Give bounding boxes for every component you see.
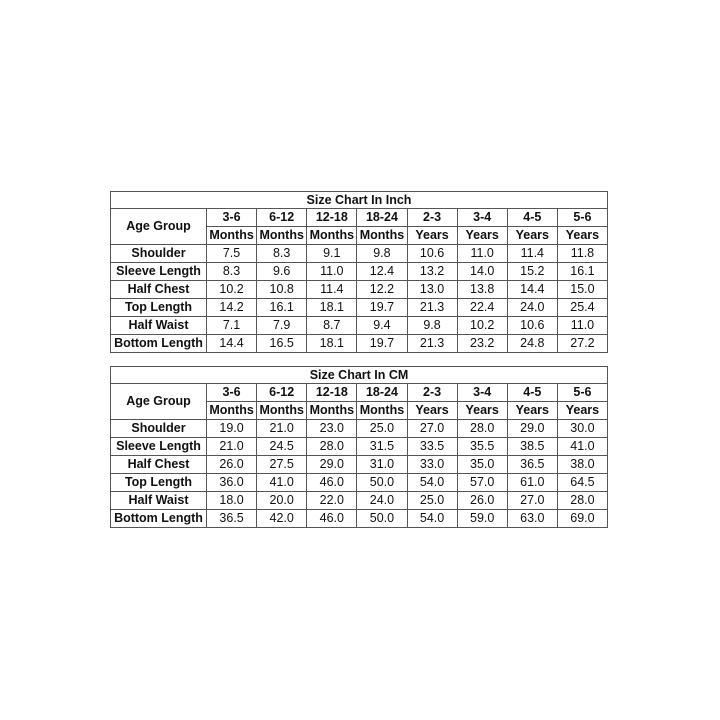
measurement-value: 41.0 — [257, 474, 307, 492]
age-group-range: 3-6 — [207, 209, 257, 227]
measurement-value: 22.0 — [307, 492, 357, 510]
measurement-value: 13.2 — [407, 263, 457, 281]
age-group-range: 5-6 — [557, 209, 607, 227]
age-group-range: 2-3 — [407, 209, 457, 227]
age-group-range: 4-5 — [507, 384, 557, 402]
age-group-range: 6-12 — [257, 209, 307, 227]
age-group-range: 6-12 — [257, 384, 307, 402]
measurement-value: 24.0 — [507, 299, 557, 317]
measurement-value: 35.5 — [457, 438, 507, 456]
age-group-range: 12-18 — [307, 384, 357, 402]
measurement-value: 31.0 — [357, 456, 407, 474]
measurement-value: 41.0 — [557, 438, 607, 456]
age-group-header: Age Group — [111, 209, 207, 245]
age-group-unit: Months — [257, 227, 307, 245]
table-row — [111, 263, 608, 281]
measurement-value: 23.0 — [307, 420, 357, 438]
measurement-value: 69.0 — [557, 510, 607, 528]
measurement-value: 23.2 — [457, 335, 507, 353]
measurement-value: 14.4 — [207, 335, 257, 353]
measurement-value: 38.5 — [507, 438, 557, 456]
measurement-label: Half Waist — [111, 317, 207, 335]
age-group-unit: Years — [457, 402, 507, 420]
age-group-unit: Months — [257, 402, 307, 420]
measurement-value: 10.8 — [257, 281, 307, 299]
table-row — [111, 245, 608, 263]
table-row — [111, 335, 608, 353]
measurement-value: 36.5 — [207, 510, 257, 528]
measurement-value: 10.2 — [457, 317, 507, 335]
age-group-range: 18-24 — [357, 209, 407, 227]
table-row — [111, 510, 608, 528]
size-chart-cm-title: Size Chart In CM — [111, 367, 608, 384]
measurement-value: 11.8 — [557, 245, 607, 263]
age-group-range: 3-4 — [457, 209, 507, 227]
measurement-value: 26.0 — [207, 456, 257, 474]
age-group-range: 4-5 — [507, 209, 557, 227]
measurement-value: 33.5 — [407, 438, 457, 456]
size-chart-cm-body — [111, 420, 608, 528]
measurement-label: Half Chest — [111, 281, 207, 299]
measurement-value: 28.0 — [557, 492, 607, 510]
measurement-label: Bottom Length — [111, 335, 207, 353]
measurement-value: 28.0 — [457, 420, 507, 438]
measurement-value: 36.5 — [507, 456, 557, 474]
measurement-value: 10.6 — [407, 245, 457, 263]
measurement-value: 9.1 — [307, 245, 357, 263]
measurement-label: Shoulder — [111, 245, 207, 263]
measurement-value: 38.0 — [557, 456, 607, 474]
measurement-value: 12.2 — [357, 281, 407, 299]
age-group-unit: Months — [307, 227, 357, 245]
age-group-range: 3-4 — [457, 384, 507, 402]
measurement-value: 16.1 — [557, 263, 607, 281]
measurement-value: 13.0 — [407, 281, 457, 299]
measurement-value: 31.5 — [357, 438, 407, 456]
measurement-value: 9.4 — [357, 317, 407, 335]
age-group-unit: Months — [357, 227, 407, 245]
table-row — [111, 474, 608, 492]
measurement-value: 10.6 — [507, 317, 557, 335]
measurement-value: 13.8 — [457, 281, 507, 299]
measurement-label: Shoulder — [111, 420, 207, 438]
measurement-value: 26.0 — [457, 492, 507, 510]
measurement-value: 11.0 — [307, 263, 357, 281]
size-chart-cm-table — [110, 366, 608, 528]
table-row — [111, 299, 608, 317]
measurement-value: 28.0 — [307, 438, 357, 456]
measurement-value: 63.0 — [507, 510, 557, 528]
size-chart-inch-title: Size Chart In Inch — [111, 192, 608, 209]
measurement-value: 18.1 — [307, 335, 357, 353]
age-group-unit: Months — [307, 402, 357, 420]
measurement-value: 9.8 — [357, 245, 407, 263]
measurement-value: 7.9 — [257, 317, 307, 335]
age-group-range: 2-3 — [407, 384, 457, 402]
measurement-value: 7.5 — [207, 245, 257, 263]
measurement-value: 16.5 — [257, 335, 307, 353]
measurement-value: 11.4 — [307, 281, 357, 299]
measurement-value: 16.1 — [257, 299, 307, 317]
measurement-value: 29.0 — [307, 456, 357, 474]
measurement-value: 27.5 — [257, 456, 307, 474]
table-row — [111, 317, 608, 335]
age-group-unit: Months — [207, 227, 257, 245]
measurement-value: 30.0 — [557, 420, 607, 438]
measurement-label: Bottom Length — [111, 510, 207, 528]
size-chart-inch-table — [110, 191, 608, 353]
measurement-value: 24.5 — [257, 438, 307, 456]
measurement-value: 50.0 — [357, 510, 407, 528]
measurement-value: 27.0 — [407, 420, 457, 438]
age-group-header: Age Group — [111, 384, 207, 420]
measurement-value: 8.7 — [307, 317, 357, 335]
measurement-value: 59.0 — [457, 510, 507, 528]
age-group-unit: Years — [407, 402, 457, 420]
table-row — [111, 438, 608, 456]
size-chart-inch-body — [111, 245, 608, 353]
measurement-label: Top Length — [111, 474, 207, 492]
measurement-value: 36.0 — [207, 474, 257, 492]
measurement-value: 19.7 — [357, 335, 407, 353]
age-group-top-row — [111, 384, 608, 402]
age-group-unit: Years — [407, 227, 457, 245]
measurement-value: 27.2 — [557, 335, 607, 353]
measurement-value: 64.5 — [557, 474, 607, 492]
measurement-value: 21.3 — [407, 335, 457, 353]
age-group-unit: Months — [207, 402, 257, 420]
measurement-value: 21.0 — [257, 420, 307, 438]
age-group-range: 18-24 — [357, 384, 407, 402]
measurement-value: 11.0 — [457, 245, 507, 263]
age-group-unit: Years — [507, 227, 557, 245]
measurement-value: 29.0 — [507, 420, 557, 438]
measurement-value: 18.1 — [307, 299, 357, 317]
age-group-range: 5-6 — [557, 384, 607, 402]
measurement-label: Top Length — [111, 299, 207, 317]
measurement-value: 42.0 — [257, 510, 307, 528]
measurement-label: Sleeve Length — [111, 438, 207, 456]
measurement-value: 11.4 — [507, 245, 557, 263]
measurement-value: 50.0 — [357, 474, 407, 492]
measurement-value: 12.4 — [357, 263, 407, 281]
table-row — [111, 456, 608, 474]
age-group-range: 12-18 — [307, 209, 357, 227]
age-group-unit: Years — [507, 402, 557, 420]
measurement-value: 10.2 — [207, 281, 257, 299]
measurement-value: 20.0 — [257, 492, 307, 510]
measurement-value: 25.0 — [407, 492, 457, 510]
age-group-unit: Years — [557, 402, 607, 420]
age-group-range: 3-6 — [207, 384, 257, 402]
measurement-value: 61.0 — [507, 474, 557, 492]
measurement-value: 24.8 — [507, 335, 557, 353]
measurement-value: 54.0 — [407, 474, 457, 492]
measurement-label: Half Chest — [111, 456, 207, 474]
measurement-value: 35.0 — [457, 456, 507, 474]
measurement-value: 8.3 — [257, 245, 307, 263]
measurement-value: 22.4 — [457, 299, 507, 317]
measurement-value: 19.0 — [207, 420, 257, 438]
measurement-value: 57.0 — [457, 474, 507, 492]
table-row — [111, 420, 608, 438]
measurement-value: 27.0 — [507, 492, 557, 510]
measurement-value: 21.3 — [407, 299, 457, 317]
measurement-value: 18.0 — [207, 492, 257, 510]
measurement-value: 25.4 — [557, 299, 607, 317]
table-row — [111, 492, 608, 510]
measurement-value: 54.0 — [407, 510, 457, 528]
measurement-value: 11.0 — [557, 317, 607, 335]
measurement-value: 33.0 — [407, 456, 457, 474]
table-row — [111, 281, 608, 299]
measurement-value: 24.0 — [357, 492, 407, 510]
measurement-value: 15.2 — [507, 263, 557, 281]
measurement-value: 14.4 — [507, 281, 557, 299]
age-group-top-row — [111, 209, 608, 227]
measurement-value: 21.0 — [207, 438, 257, 456]
measurement-value: 9.8 — [407, 317, 457, 335]
measurement-value: 7.1 — [207, 317, 257, 335]
measurement-value: 46.0 — [307, 474, 357, 492]
measurement-value: 14.0 — [457, 263, 507, 281]
age-group-unit: Years — [457, 227, 507, 245]
measurement-label: Half Waist — [111, 492, 207, 510]
measurement-label: Sleeve Length — [111, 263, 207, 281]
measurement-value: 25.0 — [357, 420, 407, 438]
measurement-value: 46.0 — [307, 510, 357, 528]
measurement-value: 9.6 — [257, 263, 307, 281]
measurement-value: 15.0 — [557, 281, 607, 299]
measurement-value: 8.3 — [207, 263, 257, 281]
measurement-value: 14.2 — [207, 299, 257, 317]
measurement-value: 19.7 — [357, 299, 407, 317]
age-group-unit: Months — [357, 402, 407, 420]
age-group-unit: Years — [557, 227, 607, 245]
